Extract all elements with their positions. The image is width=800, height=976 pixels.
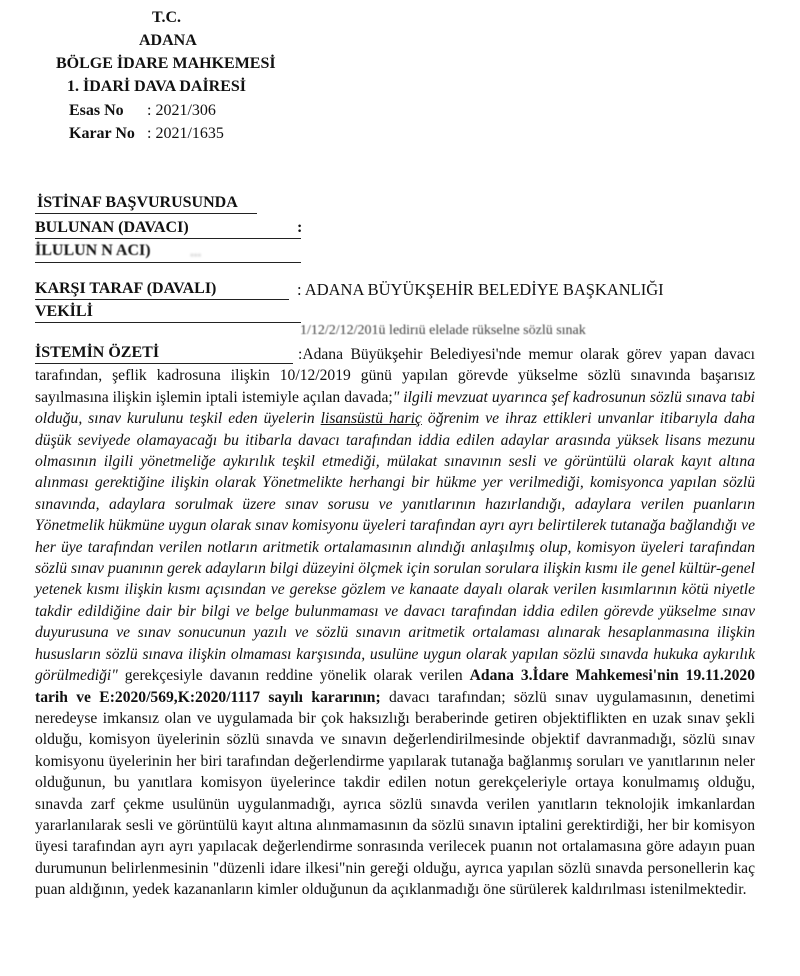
bulunan-colon: : xyxy=(297,219,303,236)
istinaf-underline xyxy=(35,213,257,214)
ghost-line: 1/12/2/12/201ü ledirıü elelade rükselne sözlü sınak xyxy=(300,323,586,338)
karar-value: : 2021/1635 xyxy=(147,125,224,142)
vekil-underline xyxy=(35,262,301,263)
karar-label: Karar No xyxy=(69,125,135,142)
karsi-underline xyxy=(35,299,289,300)
ozet-label: İSTEMİN ÖZETİ xyxy=(35,344,160,361)
ozet-quote-open: " ilgili mevzuat uyarınca şef kadrosunun sözlü sınava tabi olduğu, sınav kurulunu teşkil eden üyelerin xyxy=(35,388,755,428)
ozet-intro: :Adana Büyükşehir Belediyesi'nde memur olarak görev yapan davacı tarafından, şeflik kadrosuna ilişkin 10/12/2019 günü yapılan görevde yükselme sözlü sınavında başarısız sayılmasına ilişkin işlemin iptali istemiyle açılan davada; xyxy=(35,346,755,406)
vekili-underline xyxy=(35,322,301,323)
bulunan-label: BULUNAN (DAVACI) xyxy=(35,219,189,236)
vekil-label: İLULUN N ACI) xyxy=(35,242,151,259)
header-chamber: 1. İDARİ DAVA DAİRESİ xyxy=(67,78,247,95)
esas-label: Esas No xyxy=(69,102,124,119)
header-tc: T.C. xyxy=(152,9,182,26)
ozet-claims: davacı tarafından; sözlü sınav uygulamasının, denetimi neredeyse imkansız olan ve uygulamada bir çok haksızlığı beraberinde getiren objektiflikten en uzak sınav şekli olduğu, komisyon üyelerinin sözlü sınavda ve sınavın değerlendirilmesinde objektif davranmadığı, sözlü sınav komisyonu üyelerinin her biri tarafından değerlendirme yapılarak tutanağa bağlanmış soruları ve yanıtlarının neler olduğunun, bu yanıtlara komisyon üyelerince takdir edilen notun gerekçeleriyle ortaya konulmamış olduğu, sınavda zarf çekme usulünün uygulanmadığı, ayrıca sözlü sınavda verilen yanıtların teknolojik imkanlardan yararlanılarak sesli ve görüntülü kayıt altına alınmamasının da sözlü sınavın iptalini gerektirdiği, her bir komisyon üyesi tarafından ayrı ayrı yapılacak değerlendirme sonrasında verilecek puanın not ortalamasına göre adayın puan durumunun belirlenmesinin "düzenli idare ilkesi"nin gereği olduğu, ayrıca yapılan sözlü sınavda personellerin kaç puan aldığının, yedek kazananların kimler olduğunun da açıklanmadığı öne sürülerek kaldırılması istenilmektedir. xyxy=(35,688,755,899)
header-city: ADANA xyxy=(139,32,197,49)
karsi-label: KARŞI TARAF (DAVALI) xyxy=(35,280,217,297)
ozet-after-quote: gerekçesiyle davanın reddine yönelik olarak verilen xyxy=(117,667,470,685)
ozet-quote-underlined: lisansüstü hariç xyxy=(320,410,422,428)
karsi-value: : ADANA BÜYÜKŞEHİR BELEDİYE BAŞKANLIĞI xyxy=(297,280,664,299)
ozet-court-reference: Adana 3.İdare Mahkemesi'nin 19.11.2020 tarih ve E:2020/569,K:2020/1117 sayılı kararının; xyxy=(35,667,755,706)
ozet-paragraph xyxy=(35,344,755,901)
header-court: BÖLGE İDARE MAHKEMESİ xyxy=(56,55,276,72)
esas-value: : 2021/306 xyxy=(147,102,216,119)
vekili-label: VEKİLİ xyxy=(35,303,93,320)
vekil-redacted: ... xyxy=(190,244,202,260)
ozet-quote-rest: öğrenim ve ihraz ettikleri unvanlar itibarıyla daha düşük seviyede olamayacağı bu itibarla davacı tarafından iddia edilen adaylar arasında yüksek lisans mezunu olmasının ilgili yönetmeliğe aykırılık teşkil etmediği, mülakat sınavının sesli ve görüntülü olarak kayıt altına alınması gerektiğine ilişkin olarak Yönetmelikte herhangi bir hükme yer verilmediği, komisyonca yapılan sözlü sınavında, adaylara sorulmak üzere sınav sorusu ve yanıtlarının hazırlandığı, adaylara verilen puanların Yönetmelik hükmüne uygun olarak sınav komisyonu üyeleri tarafından ayrı ayrı belirtilerek tutanağa bağlandığı ve her üye tarafından verilen notların aritmetik ortalamasının alındığı anlaşılmış olup, komisyon üyeleri tarafından sözlü sınav puanının gerek adayların bilgi düzeyini ölçmek için sorulan sorulara ilişkin kısmı ile genel kültür-genel yetenek kısmı ilişkin kısmı açısından ve gerekse gözlem ve kanaate dayalı olarak verilen kısımlarının kötü niyetle takdir edildiğine dair bir bilgi ve belge bulunmaması ve davacı tarafından iddia edilen görevde yükselme sınav duyurusuna ve sınav sonucunun yazılı ve sözlü sınavın aritmetik ortalaması alınarak hesaplanmasına ilişkin hususların sözlü sınava ilişkin olmaması karşısında, usulüne uygun olarak yapılan sözlü sınavda hukuka aykırılık görülmediği" xyxy=(35,410,756,685)
istinaf-label: İSTİNAF BAŞVURUSUNDA xyxy=(37,194,238,211)
bulunan-underline xyxy=(35,238,301,239)
